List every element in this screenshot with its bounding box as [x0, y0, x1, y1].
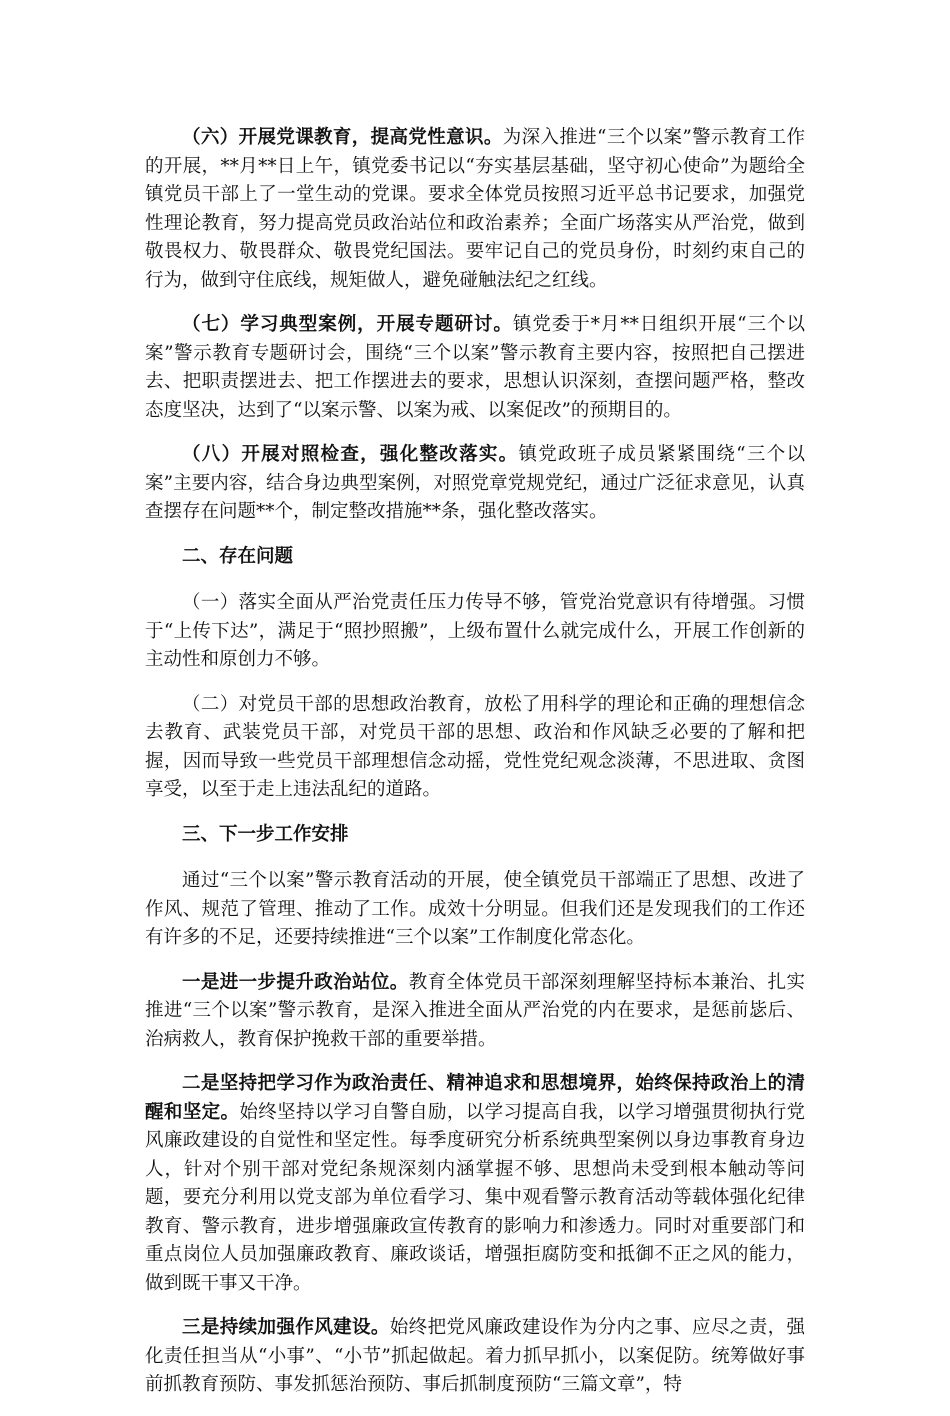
paragraph-text: 镇党政班子成员紧紧围绕“三个以案”主要内容，结合身边典型案例，对照党章党规党纪，通过广泛征求意见，认真查摆存在问题**个，制定整改措施**条，强化整改落实。	[145, 444, 805, 522]
section-heading-next-steps: 三、下一步工作安排	[182, 823, 349, 845]
item-text: 始终把党风廉政建设作为分内之事、应尽之责，强化责任担当从“小事”、“小节”抓起做起。着力抓早抓小，以案促防。统筹做好事前抓教育预防、事发抓惩治预防、事后抓制度预防“三篇文章”，特	[145, 1317, 805, 1395]
item-lead: 一是进一步提升政治站位。	[182, 971, 409, 993]
item-text: 始终坚持以学习自警自励，以学习提高自我，以学习增强贯彻执行党风廉政建设的自觉性和坚定性。每季度研究分析系统典型案例以身边事教育身边人，针对个别干部对党纪条规深刻内涵掌握不够、思想尚未受到根本触动等问题，要充分利用以党支部为单位看学习、集中观看警示教育活动等载体强化纪律教育、警示教育，进步增强廉政宣传教育的影响力和渗透力。同时对重要部门和重点岗位人员加强廉政教育、廉政谈话，增强拒腐防变和抵御不正之风的能力，做到既干事又干净。	[145, 1101, 805, 1294]
next-step-item	[145, 1314, 805, 1400]
next-steps-intro: 通过“三个以案”警示教育活动的开展，使全镇党员干部端正了思想、改进了作风、规范了管理、推动了工作。成效十分明显。但我们还是发现我们的工作还有许多的不足，还要持续推进“三个以案”工作制度化常态化。	[145, 870, 805, 948]
paragraph-8	[145, 441, 805, 527]
item-lead: 二是坚持把学习作为政治责任、精神追求和思想境界，始终保持政治上的清醒和坚定。	[145, 1073, 805, 1123]
paragraph-lead: （八）开展对照检查，强化整改落实。	[182, 444, 519, 465]
next-step-item	[145, 969, 805, 1055]
problem-item: （一）落实全面从严治党责任压力传导不够，管党治党意识有待增强。习惯于“上传下达”，满足于“照抄照搬”，上级布置什么就完成什么，开展工作创新的主动性和原创力不够。	[145, 592, 805, 670]
paragraph-text: 镇党委于*月**日组织开展“三个以案”警示教育专题研讨会，围绕“三个以案”警示教育主要内容，按照把自己摆进去、把职责摆进去、把工作摆进去的要求，思想认识深刻，查摆问题严格，整改态度坚决，达到了“以案示警、以案为戒、以案促改”的预期目的。	[145, 314, 805, 421]
problem-item: （二）对党员干部的思想政治教育，放松了用科学的理论和正确的理想信念去教育、武装党员干部，对党员干部的思想、政治和作风缺乏必要的了解和把握，因而导致一些党员干部理想信念动摇，党性党纪观念淡薄，不思进取、贪图享受，以至于走上违法乱纪的道路。	[145, 693, 805, 800]
paragraph-6	[145, 124, 805, 295]
paragraph-lead: （六）开展党课教育，提高党性意识。	[182, 127, 503, 148]
paragraph-7	[145, 311, 805, 425]
section-heading-problems: 二、存在问题	[182, 545, 294, 567]
item-text: 教育全体党员干部深刻理解坚持标本兼治、扎实推进“三个以案”警示教育，是深入推进全面从严治党的内在要求，是惩前毖后、治病救人，教育保护挽救干部的重要举措。	[145, 971, 805, 1050]
document-body	[145, 124, 805, 1416]
item-lead: 三是持续加强作风建设。	[182, 1317, 390, 1338]
next-step-item	[145, 1070, 805, 1298]
paragraph-lead: （七）学习典型案例，开展专题研讨。	[182, 314, 513, 335]
paragraph-text: 为深入推进“三个以案”警示教育工作的开展，**月**日上午，镇党委书记以“夯实基层基础，坚守初心使命”为题给全镇党员干部上了一堂生动的党课。要求全体党员按照习近平总书记要求，加强党性理论教育，努力提高党员政治站位和政治素养；全面广场落实从严治党，做到敬畏权力、敬畏群众、敬畏党纪国法。要牢记自己的党员身份，时刻约束自己的行为，做到守住底线，规矩做人，避免碰触法纪之红线。	[145, 127, 805, 291]
